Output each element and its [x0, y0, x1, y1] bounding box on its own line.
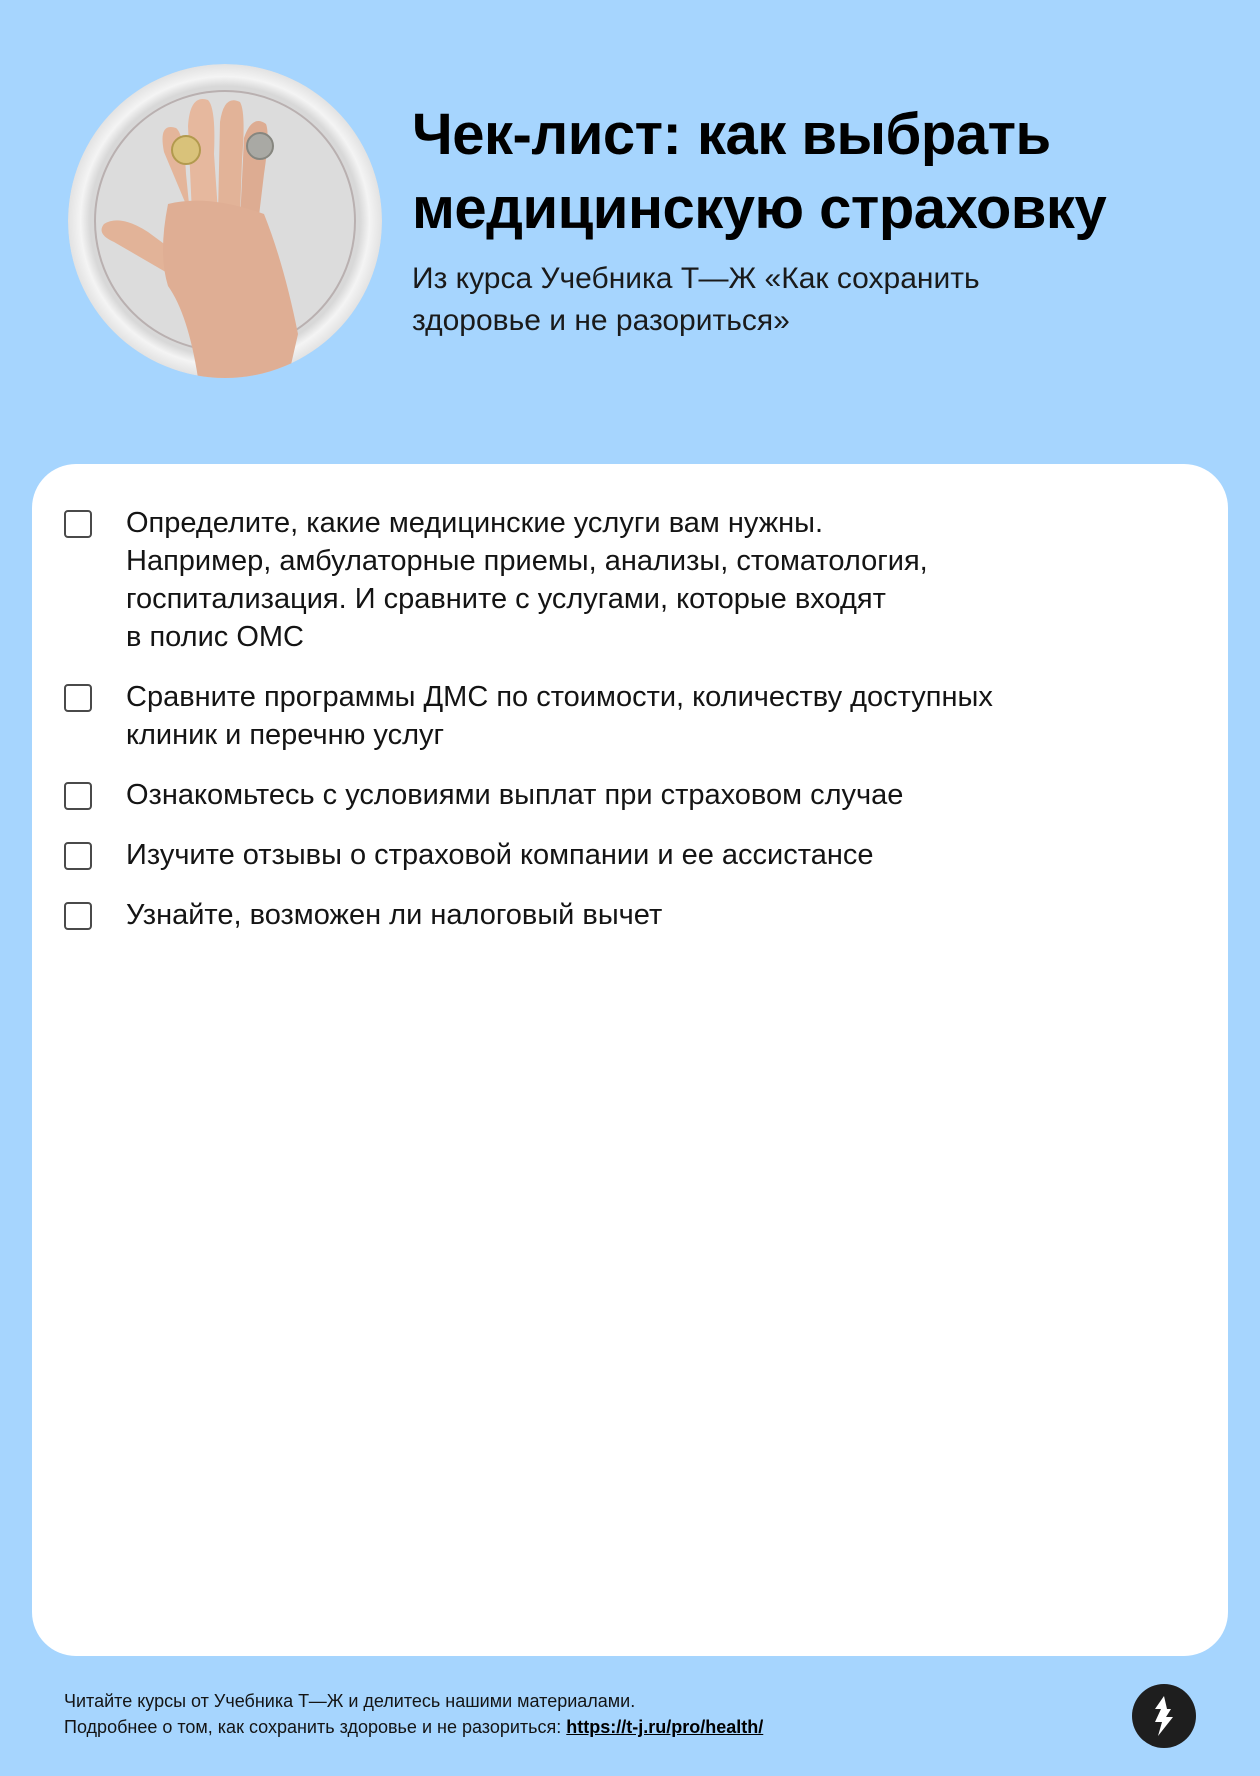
footer-link[interactable]: https://t-j.ru/pro/health/ — [566, 1717, 764, 1737]
checkbox[interactable] — [64, 684, 92, 712]
checklist-item-line: клиник и перечню услуг — [126, 719, 445, 751]
page-title — [412, 98, 1212, 246]
footer-text — [64, 1688, 763, 1740]
checklist-item-text — [126, 896, 662, 934]
hand-with-coins-illustration — [68, 64, 382, 378]
checklist-item-text — [126, 678, 993, 754]
checklist-item-line: Узнайте, возможен ли налоговый вычет — [126, 899, 663, 931]
checklist-item-line: Ознакомьтесь с условиями выплат при страховом случае — [126, 779, 904, 811]
checklist-card — [32, 464, 1228, 1656]
subtitle-line: здоровье и не разориться» — [412, 304, 790, 337]
checkbox[interactable] — [64, 842, 92, 870]
title-line: Чек-лист: как выбрать — [412, 102, 1051, 167]
checklist-item — [64, 504, 1194, 656]
logo[interactable] — [1132, 1684, 1196, 1748]
footer-line-2 — [64, 1714, 763, 1740]
checklist-item-line: Определите, какие медицинские услуги вам нужны. — [126, 507, 824, 539]
checklist — [64, 504, 1194, 956]
page-subtitle — [412, 258, 1112, 342]
checkbox[interactable] — [64, 510, 92, 538]
checklist-item-text — [126, 776, 903, 814]
footer-line-1: Читайте курсы от Учебника Т—Ж и делитесь нашими материалами. — [64, 1691, 636, 1711]
checklist-item-line: Изучите отзывы о страховой компании и ее ассистансе — [126, 839, 874, 871]
title-line: медицинскую страховку — [412, 176, 1107, 241]
hero-image — [68, 64, 382, 378]
checklist-item — [64, 836, 1194, 874]
checklist-item-line: Сравните программы ДМС по стоимости, количеству доступных — [126, 681, 993, 713]
footer-line-2-prefix: Подробнее о том, как сохранить здоровье и не разориться: — [64, 1717, 567, 1737]
checkbox[interactable] — [64, 782, 92, 810]
checklist-item — [64, 776, 1194, 814]
lightning-arrow-icon — [1132, 1684, 1196, 1748]
checklist-item-text — [126, 836, 874, 874]
checklist-item-text — [126, 504, 928, 656]
subtitle-line: Из курса Учебника Т—Ж «Как сохранить — [412, 262, 980, 295]
checklist-item — [64, 678, 1194, 754]
checkbox[interactable] — [64, 902, 92, 930]
checklist-item — [64, 896, 1194, 934]
checklist-item-line: Например, амбулаторные приемы, анализы, стоматология, — [126, 545, 928, 577]
checklist-item-line: в полис ОМС — [126, 621, 304, 653]
checklist-item-line: госпитализация. И сравните с услугами, которые входят — [126, 583, 886, 615]
